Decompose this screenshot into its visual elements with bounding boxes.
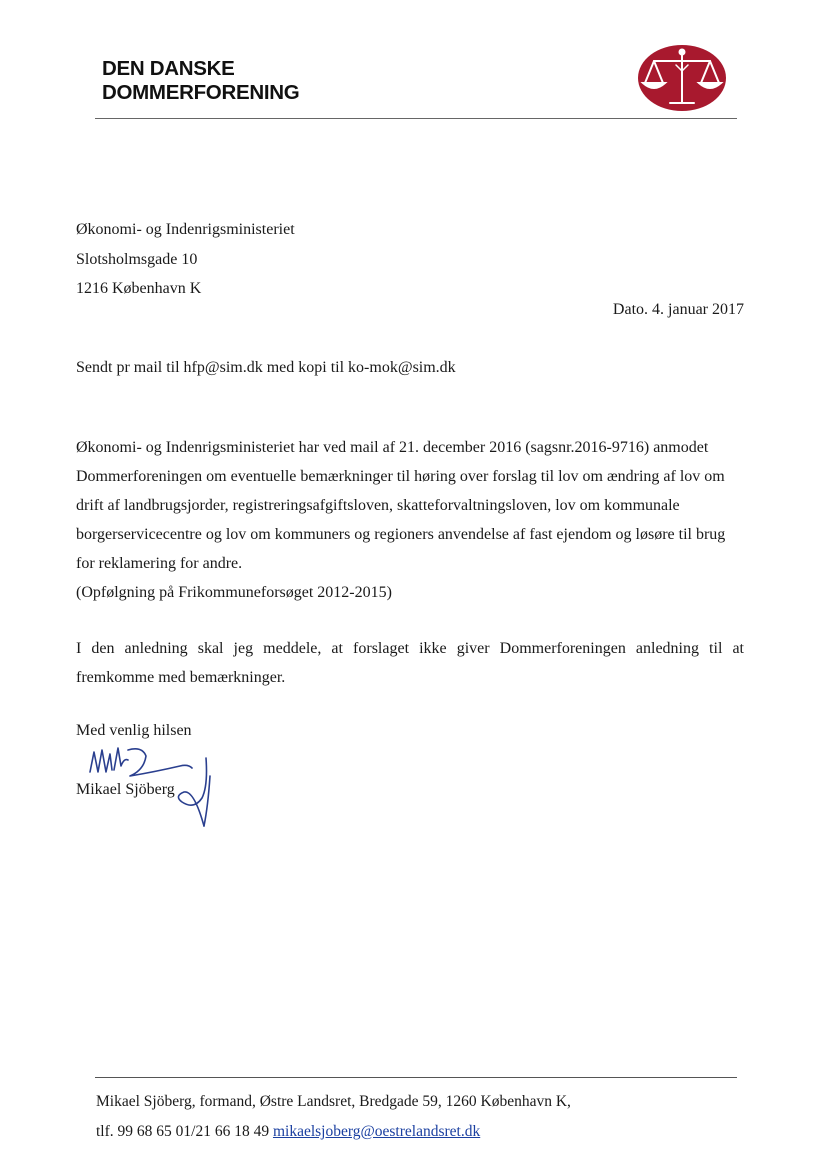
- footer-email-link[interactable]: mikaelsjoberg@oestrelandsret.dk: [272, 1123, 481, 1140]
- scales-of-justice-icon: [636, 43, 728, 113]
- signer-name: Mikael Sjöberg: [76, 781, 175, 798]
- recipient-name: Økonomi- og Indenrigsministeriet: [76, 221, 295, 238]
- footer-contact: [96, 1117, 571, 1147]
- recipient-address: [76, 215, 295, 304]
- footer-address: Mikael Sjöberg, formand, Østre Landsret, Bredgade 59, 1260 København K,: [96, 1093, 571, 1110]
- body-line: Dommerforeningen om eventuelle bemærkninger til høring over forslag til lov om ændring af lov om: [76, 468, 725, 485]
- org-name-line1: DEN DANSKE: [102, 57, 235, 80]
- body-line: drift af landbrugsjorder, registreringsafgiftsloven, skatteforvaltningsloven, lov om kommunale: [76, 497, 680, 514]
- body-line: (Opfølgning på Frikommuneforsøget 2012-2015): [76, 584, 392, 601]
- organization-name: [102, 57, 402, 105]
- body-paragraph-2: [76, 634, 744, 692]
- body-line: I den anledning skal jeg meddele, at forslaget ikke giver Dommerforeningen anledning til at: [76, 640, 744, 657]
- closing-greeting: Med venlig hilsen: [76, 722, 192, 739]
- body-line: borgerservicecentre og lov om kommuners og regioners anvendelse af fast ejendom og løsøre til brug: [76, 526, 726, 543]
- org-name-line2: DOMMERFORENING: [102, 81, 300, 104]
- body-line: fremkomme med bemærkninger.: [76, 669, 286, 686]
- letter-date: Dato. 4. januar 2017: [612, 301, 744, 318]
- recipient-street: Slotsholmsgade 10: [76, 250, 198, 268]
- sent-by-mail-line: Sendt pr mail til hfp@sim.dk med kopi til ko-mok@sim.dk: [76, 359, 456, 376]
- body-line: for reklamering for andre.: [76, 555, 243, 572]
- footer-phone: tlf. 99 68 65 01/21 66 18 49: [96, 1123, 270, 1140]
- header-divider: [95, 118, 737, 119]
- recipient-city: 1216 København K: [76, 280, 202, 297]
- footer-divider: [95, 1077, 737, 1078]
- body-paragraph-1: [76, 433, 756, 607]
- body-line: Økonomi- og Indenrigsministeriet har ved mail af 21. december 2016 (sagsnr.2016-9716) anmodet: [76, 439, 709, 456]
- footer: [96, 1087, 571, 1147]
